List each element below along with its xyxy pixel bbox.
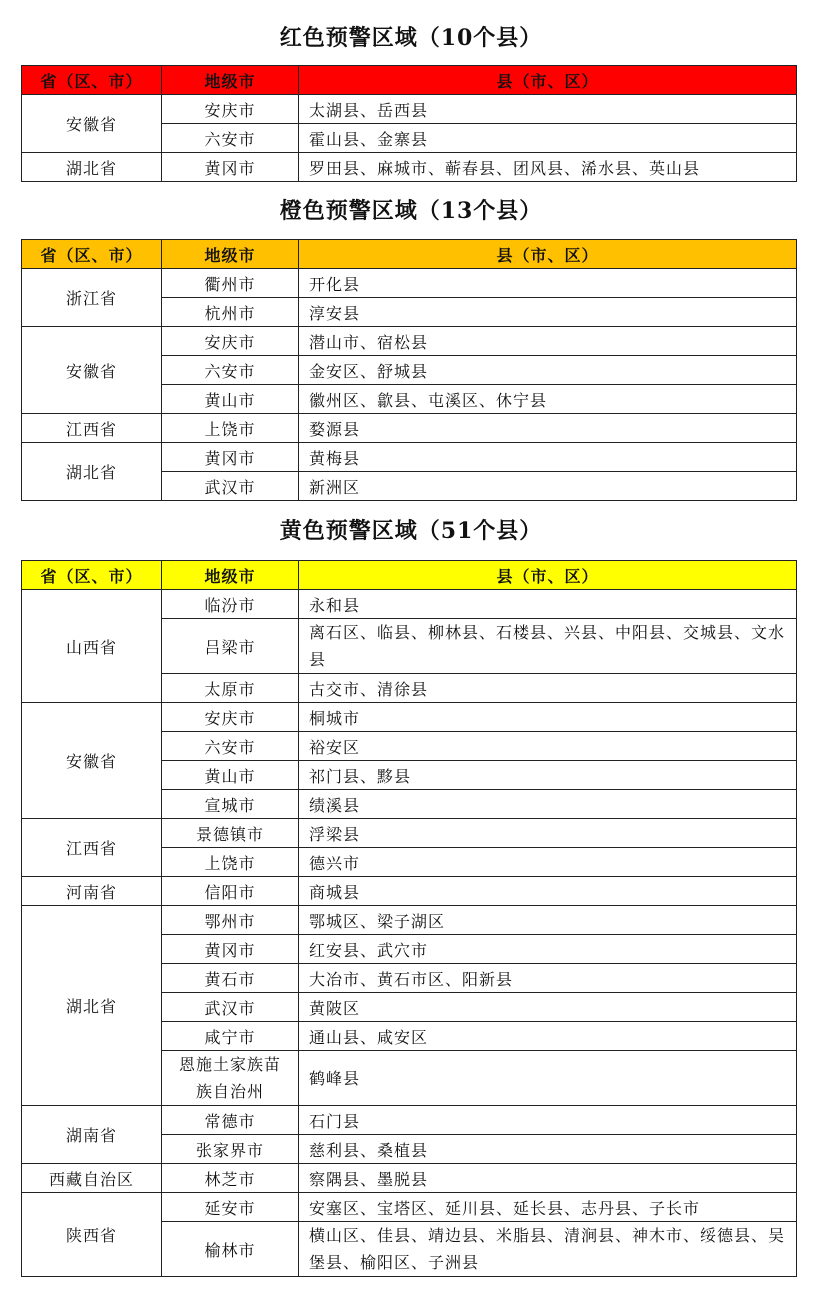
city-cell: 上饶市 <box>162 414 299 443</box>
city-cell: 武汉市 <box>162 993 299 1022</box>
city-cell: 六安市 <box>162 356 299 385</box>
header-city: 地级市 <box>162 240 299 269</box>
county-cell: 霍山县、金寨县 <box>299 124 797 153</box>
table-row <box>22 703 797 732</box>
yellow-warning-title: 黄色预警区域（51个县） <box>279 518 543 544</box>
table-row <box>22 877 797 906</box>
table-row <box>22 590 797 619</box>
city-cell: 林芝市 <box>162 1164 299 1193</box>
orange-warning-table <box>21 239 797 501</box>
county-cell: 罗田县、麻城市、蕲春县、团风县、浠水县、英山县 <box>299 153 797 182</box>
province-cell: 湖北省 <box>22 443 162 501</box>
city-cell: 黄冈市 <box>162 153 299 182</box>
table-row <box>22 1164 797 1193</box>
city-cell: 黄山市 <box>162 385 299 414</box>
city-cell: 六安市 <box>162 732 299 761</box>
table-row <box>22 414 797 443</box>
table-row <box>22 819 797 848</box>
city-cell: 延安市 <box>162 1193 299 1222</box>
city-cell: 黄冈市 <box>162 443 299 472</box>
county-cell: 红安县、武穴市 <box>299 935 797 964</box>
county-cell: 慈利县、桑植县 <box>299 1135 797 1164</box>
table-row <box>22 906 797 935</box>
county-cell: 开化县 <box>299 269 797 298</box>
table-row <box>22 95 797 124</box>
county-cell: 古交市、清徐县 <box>299 674 797 703</box>
county-cell: 鹤峰县 <box>299 1051 797 1106</box>
header-county: 县（市、区） <box>299 66 797 95</box>
table-row <box>22 269 797 298</box>
city-cell: 衢州市 <box>162 269 299 298</box>
city-cell: 安庆市 <box>162 703 299 732</box>
table-row <box>22 1193 797 1222</box>
city-cell: 榆林市 <box>162 1222 299 1277</box>
city-cell: 上饶市 <box>162 848 299 877</box>
city-cell: 咸宁市 <box>162 1022 299 1051</box>
table-row <box>22 443 797 472</box>
county-cell: 金安区、舒城县 <box>299 356 797 385</box>
province-cell: 湖南省 <box>22 1106 162 1164</box>
header-county: 县（市、区） <box>299 561 797 590</box>
city-cell: 宣城市 <box>162 790 299 819</box>
header-city: 地级市 <box>162 561 299 590</box>
county-cell: 桐城市 <box>299 703 797 732</box>
county-cell: 通山县、咸安区 <box>299 1022 797 1051</box>
city-cell: 吕梁市 <box>162 619 299 674</box>
city-cell: 信阳市 <box>162 877 299 906</box>
city-cell: 临汾市 <box>162 590 299 619</box>
province-cell: 西藏自治区 <box>22 1164 162 1193</box>
city-cell: 恩施土家族苗族自治州 <box>162 1051 299 1106</box>
county-cell: 石门县 <box>299 1106 797 1135</box>
province-cell: 山西省 <box>22 590 162 703</box>
county-cell: 徽州区、歙县、屯溪区、休宁县 <box>299 385 797 414</box>
city-cell: 杭州市 <box>162 298 299 327</box>
province-cell: 陕西省 <box>22 1193 162 1277</box>
province-cell: 湖北省 <box>22 153 162 182</box>
red-warning-table <box>21 65 797 182</box>
province-cell: 安徽省 <box>22 95 162 153</box>
table-row <box>22 153 797 182</box>
county-cell: 祁门县、黟县 <box>299 761 797 790</box>
table-row <box>22 1106 797 1135</box>
orange-warning-title: 橙色预警区域（13个县） <box>279 198 543 224</box>
province-cell: 湖北省 <box>22 906 162 1106</box>
province-cell: 安徽省 <box>22 703 162 819</box>
county-cell: 新洲区 <box>299 472 797 501</box>
county-cell: 德兴市 <box>299 848 797 877</box>
red-warning-title: 红色预警区域（10个县） <box>279 25 543 51</box>
table-header-row <box>22 66 797 95</box>
county-cell: 横山区、佳县、靖边县、米脂县、清涧县、神木市、绥德县、吴堡县、榆阳区、子洲县 <box>299 1222 797 1277</box>
city-cell: 黄石市 <box>162 964 299 993</box>
county-cell: 太湖县、岳西县 <box>299 95 797 124</box>
city-cell: 鄂州市 <box>162 906 299 935</box>
county-cell: 鄂城区、梁子湖区 <box>299 906 797 935</box>
table-header-row <box>22 561 797 590</box>
province-cell: 浙江省 <box>22 269 162 327</box>
county-cell: 永和县 <box>299 590 797 619</box>
county-cell: 裕安区 <box>299 732 797 761</box>
header-city: 地级市 <box>162 66 299 95</box>
city-cell: 黄山市 <box>162 761 299 790</box>
header-province: 省（区、市） <box>22 561 162 590</box>
county-cell: 浮梁县 <box>299 819 797 848</box>
province-cell: 江西省 <box>22 819 162 877</box>
county-cell: 安塞区、宝塔区、延川县、延长县、志丹县、子长市 <box>299 1193 797 1222</box>
yellow-warning-table <box>21 560 797 1277</box>
county-cell: 察隅县、墨脱县 <box>299 1164 797 1193</box>
province-cell: 安徽省 <box>22 327 162 414</box>
table-header-row <box>22 240 797 269</box>
city-cell: 常德市 <box>162 1106 299 1135</box>
header-province: 省（区、市） <box>22 66 162 95</box>
city-cell: 景德镇市 <box>162 819 299 848</box>
county-cell: 黄梅县 <box>299 443 797 472</box>
county-cell: 商城县 <box>299 877 797 906</box>
county-cell: 淳安县 <box>299 298 797 327</box>
province-cell: 江西省 <box>22 414 162 443</box>
city-cell: 张家界市 <box>162 1135 299 1164</box>
header-county: 县（市、区） <box>299 240 797 269</box>
county-cell: 黄陂区 <box>299 993 797 1022</box>
header-province: 省（区、市） <box>22 240 162 269</box>
city-cell: 太原市 <box>162 674 299 703</box>
city-cell: 安庆市 <box>162 327 299 356</box>
county-cell: 大冶市、黄石市区、阳新县 <box>299 964 797 993</box>
city-cell: 武汉市 <box>162 472 299 501</box>
county-cell: 绩溪县 <box>299 790 797 819</box>
city-cell: 安庆市 <box>162 95 299 124</box>
province-cell: 河南省 <box>22 877 162 906</box>
city-cell: 黄冈市 <box>162 935 299 964</box>
city-cell: 六安市 <box>162 124 299 153</box>
county-cell: 潜山市、宿松县 <box>299 327 797 356</box>
county-cell: 婺源县 <box>299 414 797 443</box>
table-row <box>22 327 797 356</box>
county-cell: 离石区、临县、柳林县、石楼县、兴县、中阳县、交城县、文水县 <box>299 619 797 674</box>
